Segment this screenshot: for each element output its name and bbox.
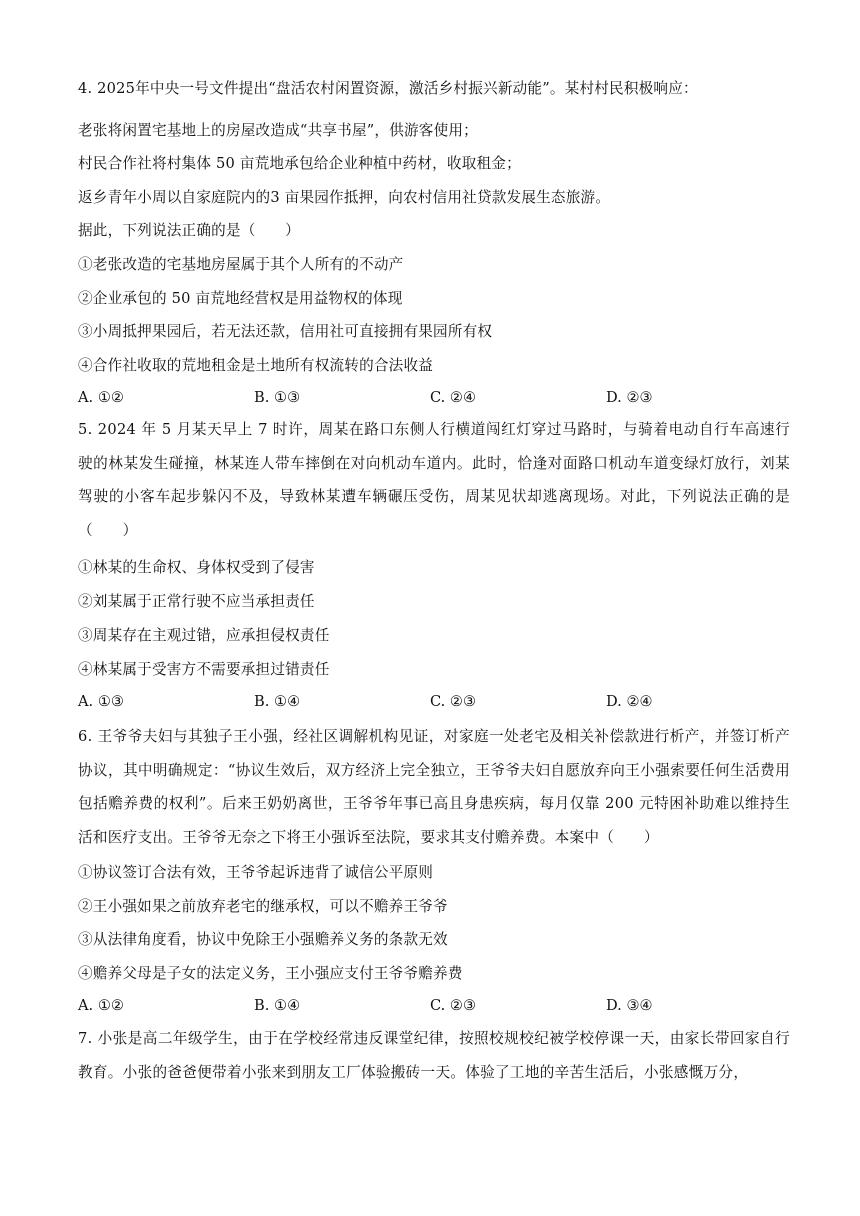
q5-stem: 5. 2024 年 5 月某天早上 7 时许，周某在路口东侧人行横道闯红灯穿过马路时，与骑着电动自行车高速行驶的林某发生碰撞，林某连人带车摔倒在对向机动车道内。此时，恰逢对面路口机动车道变绿灯放行，刘某驾驶的小客车起步躲闪不及，导致林某遭车辆碾压受伤，周某见状却逃离现场。对此，下列说法正确的是（ ）	[78, 421, 790, 539]
q4-material-3: 返乡青年小周以自家庭院内的3 亩果园作抵押，向农村信用社贷款发展生态旅游。	[78, 189, 611, 206]
q5-option-a[interactable]: A. ①③	[78, 693, 124, 710]
q4-option-a[interactable]: A. ①②	[78, 389, 124, 406]
q6-stem: 6. 王爷爷夫妇与其独子王小强，经社区调解机构见证，对家庭一处老宅及相关补偿款进行析产，并签订析产协议，其中明确规定：“协议生效后，双方经济上完全独立，王爷爷夫妇自愿放弃向王小强索要任何生活费用包括赡养费的权利”。后来王奶奶离世，王爷爷年事已高且身患疾病，每月仅靠 200 元特困补助难以维持生活和医疗支出。王爷爷无奈之下将王小强诉至法院，要求其支付赡养费。本案中（ ）	[78, 728, 790, 846]
q5-option-b[interactable]: B. ①④	[254, 693, 301, 710]
q6-statement-1: ①协议签订合法有效，王爷爷起诉违背了诚信公平原则	[78, 864, 434, 881]
q4-statement-3: ③小周抵押果园后，若无法还款，信用社可直接拥有果园所有权	[78, 323, 493, 340]
q6-option-b[interactable]: B. ①④	[254, 997, 301, 1014]
q6-option-d[interactable]: D. ③④	[606, 997, 653, 1014]
q4-question: 据此，下列说法正确的是（ ）	[78, 222, 300, 239]
q5-option-d[interactable]: D. ②④	[606, 693, 653, 710]
q7-stem: 7. 小张是高二年级学生，由于在学校经常违反课堂纪律，按照校规校纪被学校停课一天，由家长带回家自行教育。小张的爸爸便带着小张来到朋友工厂体验搬砖一天。体验了工地的辛苦生活后，小张感慨万分，	[78, 1030, 790, 1081]
q4-material-1: 老张将闲置宅基地上的房屋改造成“共享书屋”，供游客使用；	[78, 122, 478, 139]
q6-option-a[interactable]: A. ①②	[78, 997, 124, 1014]
q5-option-c[interactable]: C. ②③	[430, 693, 477, 710]
q5-statement-4: ④林某属于受害方不需要承担过错责任	[78, 661, 330, 678]
q5-options	[78, 693, 794, 715]
q6-statement-2: ②王小强如果之前放弃老宅的继承权，可以不赡养王爷爷	[78, 898, 448, 915]
q6-statement-3: ③从法律角度看，协议中免除王小强赡养义务的条款无效	[78, 931, 448, 948]
q4-option-c[interactable]: C. ②④	[430, 389, 477, 406]
q6-option-c[interactable]: C. ②③	[430, 997, 477, 1014]
q5-statement-3: ③周某存在主观过错，应承担侵权责任	[78, 627, 330, 644]
q4-options	[78, 389, 794, 411]
q5-statement-2: ②刘某属于正常行驶不应当承担责任	[78, 593, 315, 610]
q6-statement-4: ④赡养父母是子女的法定义务，王小强应支付王爷爷赡养费	[78, 965, 463, 982]
q4-material-2: 村民合作社将村集体 50 亩荒地承包给企业种植中药材，收取租金；	[78, 155, 521, 172]
q4-statement-1: ①老张改造的宅基地房屋属于其个人所有的不动产	[78, 256, 404, 273]
q4-option-d[interactable]: D. ②③	[606, 389, 653, 406]
q6-options	[78, 997, 794, 1019]
q5-statement-1: ①林某的生命权、身体权受到了侵害	[78, 559, 315, 576]
q4-statement-2: ②企业承包的 50 亩荒地经营权是用益物权的体现	[78, 290, 403, 307]
q4-statement-4: ④合作社收取的荒地租金是土地所有权流转的合法收益	[78, 357, 434, 374]
q4-stem: 4. 2025年中央一号文件提出“盘活农村闲置资源，激活乡村振兴新动能”。某村村民积极响应：	[78, 80, 698, 97]
q4-option-b[interactable]: B. ①③	[254, 389, 301, 406]
